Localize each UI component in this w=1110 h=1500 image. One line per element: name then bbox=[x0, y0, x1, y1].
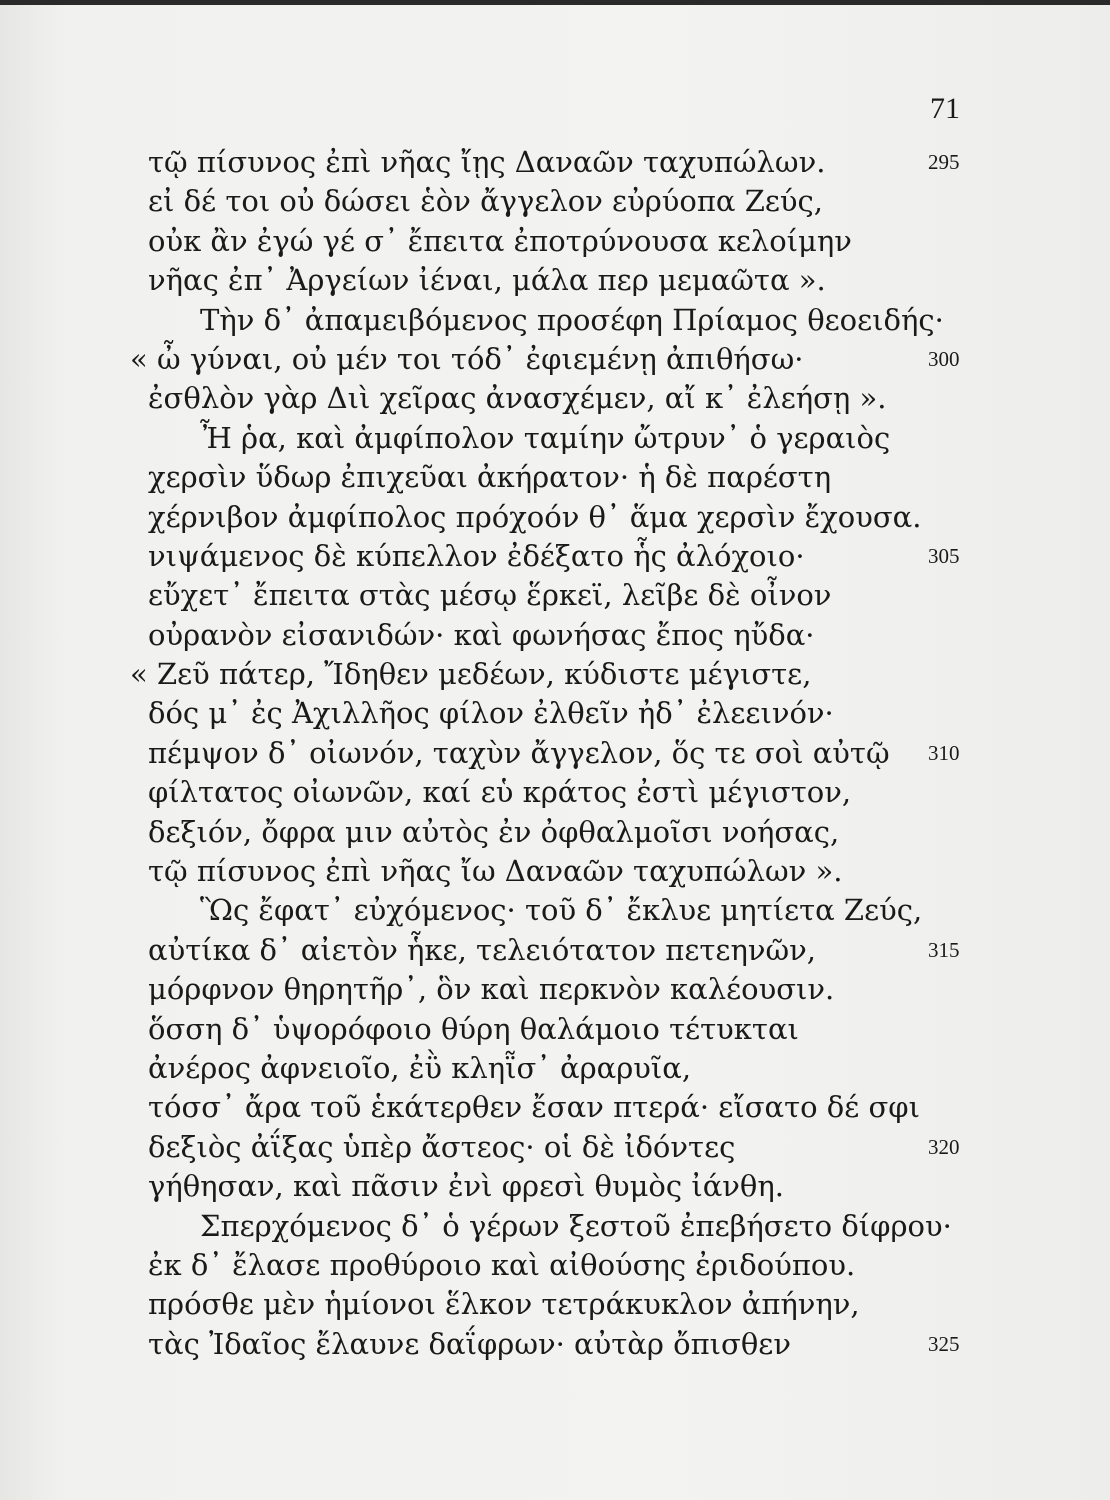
verse-text: πέμψον δ᾽ οἰωνόν, ταχὺν ἄγγελον, ὅς τε σοὶ αὐτῷ bbox=[148, 735, 890, 770]
verse-text: χερσὶν ὕδωρ ἐπιχεῦαι ἀκήρατον· ἡ δὲ παρέστη bbox=[148, 460, 832, 495]
verse-block bbox=[0, 143, 1110, 1364]
verse-line bbox=[0, 222, 1110, 261]
verse-text: ὅσση δ᾽ ὑψορόφοιο θύρη θαλάμοιο τέτυκται bbox=[148, 1011, 799, 1046]
line-number: 315 bbox=[928, 937, 960, 962]
verse-line bbox=[0, 576, 1110, 615]
verse-line bbox=[0, 340, 1110, 379]
verse-line bbox=[0, 1325, 1110, 1364]
verse-line bbox=[0, 379, 1110, 418]
verse-text: τὰς Ἰδαῖος ἔλαυνε δαΐφρων· αὐτὰρ ὄπισθεν bbox=[148, 1326, 791, 1361]
verse-line bbox=[0, 891, 1110, 930]
page-number: 71 bbox=[930, 92, 960, 125]
verse-line bbox=[0, 1010, 1110, 1049]
verse-line bbox=[0, 1167, 1110, 1206]
verse-text: νῆας ἐπ᾽ Ἀργείων ἰέναι, μάλα περ μεμαῶτα ». bbox=[148, 263, 826, 298]
verse-line bbox=[0, 1246, 1110, 1285]
verse-text: φίλτατος οἰωνῶν, καί εὑ κράτος ἐστὶ μέγιστον, bbox=[148, 775, 852, 810]
verse-text: Σπερχόμενος δ᾽ ὁ γέρων ξεστοῦ ἐπεβήσετο δίφρου· bbox=[200, 1208, 952, 1243]
verse-text: εὔχετ᾽ ἔπειτα στὰς μέσῳ ἕρκεϊ, λεῖβε δὲ οἶνον bbox=[148, 578, 832, 613]
verse-line bbox=[0, 182, 1110, 221]
verse-text: « ὦ γύναι, οὐ μέν τοι τόδ᾽ ἐφιεμένῃ ἀπιθήσω· bbox=[130, 341, 804, 376]
verse-line bbox=[0, 498, 1110, 537]
verse-line bbox=[0, 970, 1110, 1009]
verse-text: οὐκ ἂν ἐγώ γέ σ᾽ ἔπειτα ἐποτρύνουσα κελοίμην bbox=[148, 223, 852, 258]
verse-text: ἀνέρος ἀφνειοῖο, ἐῢ κληῗσ᾽ ἀραρυῖα, bbox=[148, 1050, 692, 1085]
verse-text: δεξιὸς ἀΐξας ὑπὲρ ἄστεος· οἱ δὲ ἰδόντες bbox=[148, 1129, 736, 1164]
verse-line bbox=[0, 734, 1110, 773]
verse-text: ἐσθλὸν γὰρ Διὶ χεῖρας ἀνασχέμεν, αἴ κ᾽ ἐλεήσῃ ». bbox=[148, 381, 887, 416]
verse-text: Τὴν δ᾽ ἀπαμειβόμενος προσέφη Πρίαμος θεοειδής· bbox=[200, 302, 944, 337]
verse-text: τόσσ᾽ ἄρα τοῦ ἑκάτερθεν ἔσαν πτερά· εἴσατο δέ σφι bbox=[148, 1090, 920, 1125]
verse-line bbox=[0, 1088, 1110, 1127]
verse-line bbox=[0, 931, 1110, 970]
verse-text: δεξιόν, ὄφρα μιν αὐτὸς ἐν ὀφθαλμοῖσι νοήσας, bbox=[148, 814, 840, 849]
line-number: 305 bbox=[928, 543, 960, 568]
verse-text: « Ζεῦ πάτερ, Ἴδηθεν μεδέων, κύδιστε μέγιστε, bbox=[130, 657, 812, 692]
verse-text: Ἦ ῥα, καὶ ἀμφίπολον ταμίην ὤτρυν᾽ ὁ γεραιὸς bbox=[200, 420, 891, 455]
verse-text: νιψάμενος δὲ κύπελλον ἐδέξατο ἧς ἀλόχοιο· bbox=[148, 538, 805, 573]
verse-text: τῷ πίσυνος ἐπὶ νῆας ἴῃς Δαναῶν ταχυπώλων. bbox=[148, 145, 826, 179]
verse-text: χέρνιβον ἀμφίπολος πρόχοόν θ᾽ ἅμα χερσὶν ἔχουσα. bbox=[148, 499, 922, 534]
verse-text: ἐκ δ᾽ ἔλασε προθύροιο καὶ αἰθούσης ἐριδούπου. bbox=[148, 1247, 856, 1282]
verse-line bbox=[0, 143, 1110, 182]
verse-line bbox=[0, 458, 1110, 497]
verse-text: δός μ᾽ ἐς Ἀχιλλῆος φίλον ἐλθεῖν ἠδ᾽ ἐλεεινόν· bbox=[148, 696, 834, 731]
verse-text: εἰ δέ τοι οὐ δώσει ἑὸν ἄγγελον εὐρύοπα Ζεύς, bbox=[148, 184, 823, 219]
verse-line bbox=[0, 1049, 1110, 1088]
line-number: 325 bbox=[928, 1331, 960, 1356]
line-number: 295 bbox=[928, 150, 960, 174]
verse-line bbox=[0, 261, 1110, 300]
verse-line bbox=[0, 419, 1110, 458]
verse-line bbox=[0, 1128, 1110, 1167]
verse-line bbox=[0, 616, 1110, 655]
verse-text: τῷ πίσυνος ἐπὶ νῆας ἴω Δαναῶν ταχυπώλων ». bbox=[148, 854, 843, 889]
verse-line bbox=[0, 655, 1110, 694]
verse-line bbox=[0, 813, 1110, 852]
verse-line bbox=[0, 1285, 1110, 1324]
verse-line bbox=[0, 852, 1110, 891]
verse-text: μόρφνον θηρητῆρ᾽, ὃν καὶ περκνὸν καλέουσιν. bbox=[148, 972, 835, 1007]
verse-text: Ὣς ἔφατ᾽ εὐχόμενος· τοῦ δ᾽ ἔκλυε μητίετα Ζεύς, bbox=[200, 893, 923, 928]
verse-text: πρόσθε μὲν ἡμίονοι ἕλκον τετράκυκλον ἀπήνην, bbox=[148, 1287, 860, 1322]
line-number: 310 bbox=[928, 740, 960, 765]
verse-text: οὐρανὸν εἰσανιδών· καὶ φωνήσας ἔπος ηὔδα· bbox=[148, 617, 815, 652]
line-number: 300 bbox=[928, 346, 960, 371]
verse-line bbox=[0, 694, 1110, 733]
verse-line bbox=[0, 301, 1110, 340]
line-number: 320 bbox=[928, 1134, 960, 1159]
verse-text: αὐτίκα δ᾽ αἰετὸν ἧκε, τελειότατον πετεηνῶν, bbox=[148, 932, 816, 967]
verse-line bbox=[0, 537, 1110, 576]
verse-text: γήθησαν, καὶ πᾶσιν ἐνὶ φρεσὶ θυμὸς ἰάνθη. bbox=[148, 1169, 784, 1204]
verse-line bbox=[0, 773, 1110, 812]
page-edge bbox=[0, 0, 1110, 5]
verse-line bbox=[0, 1207, 1110, 1246]
